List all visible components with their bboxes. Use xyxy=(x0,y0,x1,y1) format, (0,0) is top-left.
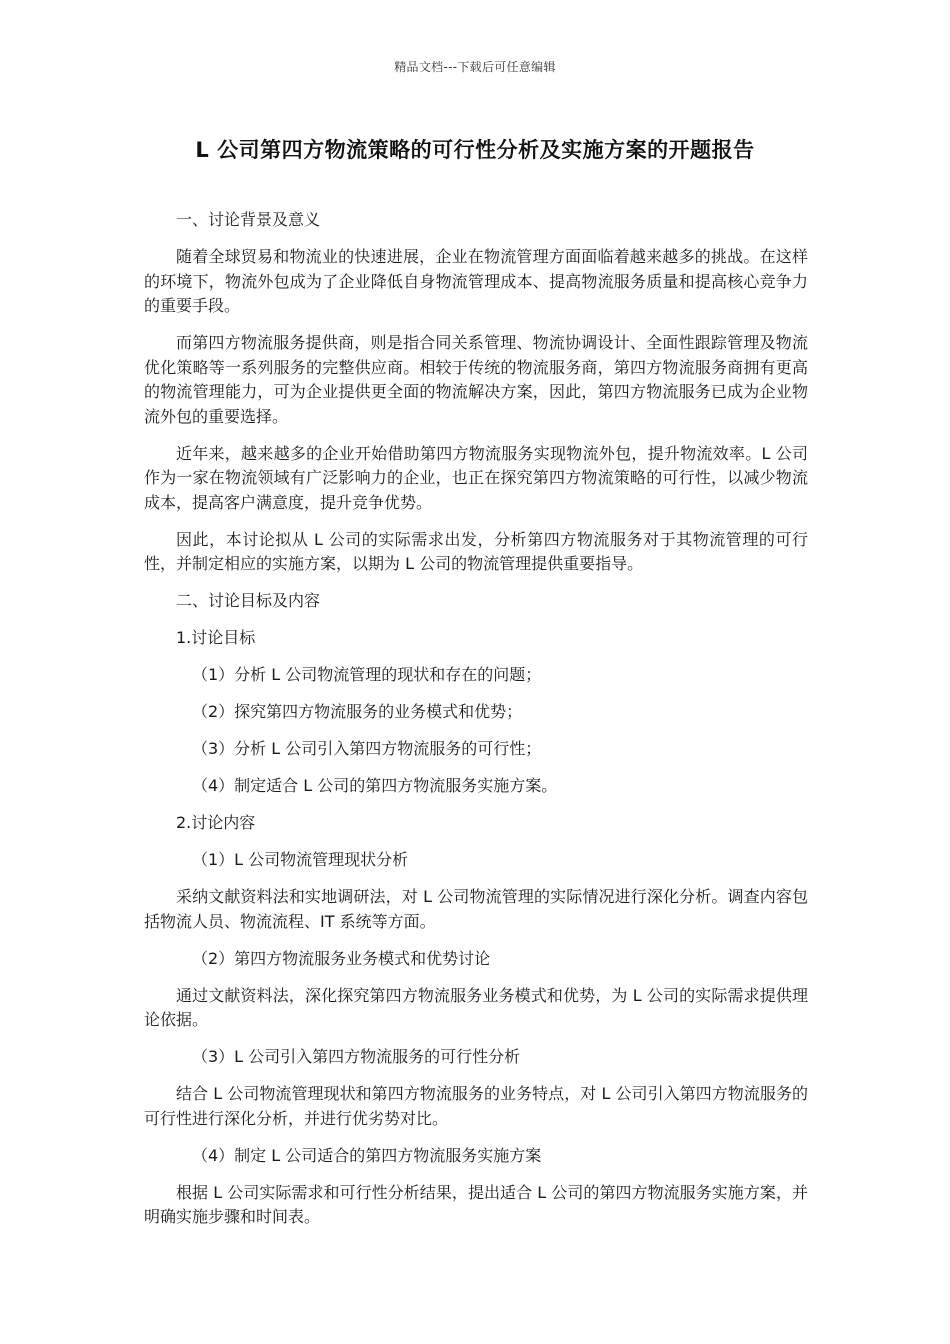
section-heading: 1.讨论目标 xyxy=(176,628,256,647)
list-item: （2）探究第四方物流服务的业务模式和优势； xyxy=(192,702,523,721)
paragraph: 根据 L 公司实际需求和可行性分析结果，提出适合 L 公司的第四方物流服务实施方案，并明确实施步骤和时间表。 xyxy=(144,1182,808,1226)
list-item: （2）第四方物流服务业务模式和优势讨论 xyxy=(192,948,491,968)
section-heading: 一、讨论背景及意义 xyxy=(176,210,321,229)
header-watermark: 精品文档---下载后可任意编辑 xyxy=(394,60,556,74)
document-title: L 公司第四方物流策略的可行性分析及实施方案的开题报告 xyxy=(195,138,755,162)
list-item: （3）分析 L 公司引入第四方物流服务的可行性； xyxy=(192,739,542,758)
list-item: （1）L 公司物流管理现状分析 xyxy=(192,850,409,869)
paragraph: 随着全球贸易和物流业的快速进展，企业在物流管理方面面临着越来越多的挑战。在这样的环境下，物流外包成为了企业降低自身物流管理成本、提高物流服务质量和提高核心竞争力的重要手段。 xyxy=(144,247,808,315)
paragraph: 而第四方物流服务提供商，则是指合同关系管理、物流协调设计、全面性跟踪管理及物流优化策略等一系列服务的完整供应商。相较于传统的物流服务商，第四方物流服务商拥有更高的物流管理能力，可为企业提供更全面的物流解决方案，因此，第四方物流服务已成为企业物流外包的重要选择。 xyxy=(144,333,808,426)
document-body xyxy=(144,208,808,1242)
list-item: （4）制定 L 公司适合的第四方物流服务实施方案 xyxy=(192,1145,542,1165)
section-heading: 二、讨论目标及内容 xyxy=(176,591,321,610)
section-heading: 2.讨论内容 xyxy=(176,813,256,832)
list-item: （3）L 公司引入第四方物流服务的可行性分析 xyxy=(192,1047,521,1066)
paragraph: 通过文献资料法，深化探究第四方物流服务业务模式和优势，为 L 公司的实际需求提供理论依据。 xyxy=(144,985,808,1029)
paragraph: 结合 L 公司物流管理现状和第四方物流服务的业务特点，对 L 公司引入第四方物流服务的可行性进行深化分析，并进行优劣势对比。 xyxy=(144,1084,808,1128)
list-item: （1）分析 L 公司物流管理的现状和存在的问题； xyxy=(192,665,542,684)
paragraph: 近年来，越来越多的企业开始借助第四方物流服务实现物流外包，提升物流效率。L 公司作为一家在物流领域有广泛影响力的企业，也正在探究第四方物流策略的可行性，以减少物流成本，提高客户满意度，提升竞争优势。 xyxy=(144,443,808,512)
list-item: （4）制定适合 L 公司的第四方物流服务实施方案。 xyxy=(192,776,558,795)
paragraph: 采纳文献资料法和实地调研法，对 L 公司物流管理的实际情况进行深化分析。调查内容包括物流人员、物流流程、IT 系统等方面。 xyxy=(144,887,808,931)
paragraph: 因此，本讨论拟从 L 公司的实际需求出发，分析第四方物流服务对于其物流管理的可行性，并制定相应的实施方案，以期为 L 公司的物流管理提供重要指导。 xyxy=(144,529,808,573)
